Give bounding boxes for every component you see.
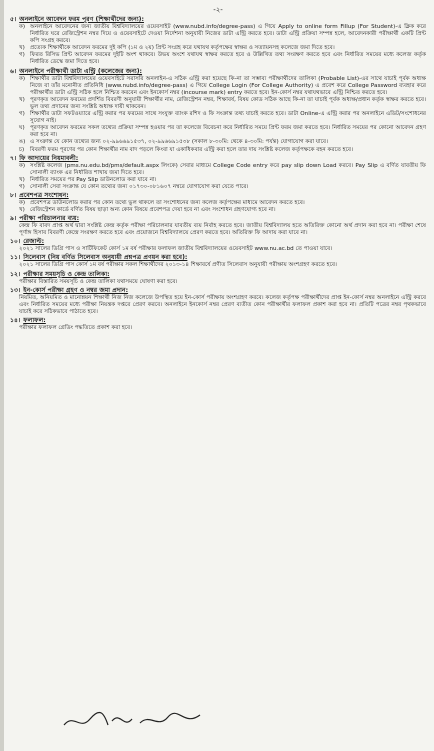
signature-mark <box>60 707 210 733</box>
item-marker: ক) <box>19 24 26 30</box>
notice-content <box>10 16 426 332</box>
section-heading <box>10 287 426 295</box>
item-marker: খ) <box>19 176 25 183</box>
section-item <box>10 97 426 111</box>
item-text: পূরণকৃত আবেদন ফরমের সকল তথ্যের প্রক্রিয়া সম্পন্ন হওয়ার পর তা কলেজে বিবেচনা করে নির্ধারিত সময়ে প্রিন্ট ফরম জমা করতে হবে। নির্ধারিত সময়ের পর কোনো আবেদন গ্রহণ করা হবে না। <box>30 125 426 139</box>
section-text: ২০২১ সালের ডিগ্রি পাস কোর্স ১ম বর্ষ পরীক্ষার সকল শিক্ষার্থীদের ২০১৩-১৪ শিক্ষাবর্ষে প্রণীত সিলেবাস অনুযায়ী পরীক্ষায় অংশগ্রহণ করতে হবে। <box>19 262 337 269</box>
section-title: ইন-কোর্স পরীক্ষা গ্রহণ ও নম্বর জমা প্রদান: <box>23 286 129 294</box>
item-text: প্রবেশপত্র ডাউনলোড করার পর কোন তথ্যে ভুল থাকলে তা সংশোধনের জন্য কলেজ কর্তৃপক্ষের মাধ্যমে আবেদন করতে হবে। <box>30 199 305 206</box>
item-text: শিক্ষার্থীর ডাটা বিশ্ববিদ্যালয়ের ওয়েবসাইটে সরাসরি অনলাইন-এ সঠিক এন্ট্রি করা হয়েছে কি-না তা সম্ভাব্য পরীক্ষার্থীদের তালিকা (Probable List)-এর সাথে যাচাই পূর্বক অধ্যক্ষ নিজে বা তাঁর মনোনীত প্রতিনিধি (www.nubd.info/degree-pass) এ গিয়ে College Login (For College Authority) এ প্রবেশ করে College Password ব্যবহার করে পরীক্ষার্থীর ডাটা এন্ট্রি সঠিক হলে নিশ্চিত করবেন এবং ইনকোর্স নম্বর (incourse mark) entry করতে হবে। ইন-কোর্স নম্বর যথাযথভাবে এন্ট্রি নিশ্চিত করতে হবে। <box>30 75 426 96</box>
section-title: অনলাইনে আবেদন ফরম পূরণ (শিক্ষার্থীদের জন্য): <box>19 16 144 23</box>
item-marker: ক) <box>19 162 26 169</box>
section-item <box>10 125 426 139</box>
notice-section <box>10 155 426 191</box>
item-text: নির্ধারিত সময়ের পর Pay Slip ডাউনলোড করা যাবে না। <box>30 176 157 183</box>
section-number: ১২। <box>10 270 21 278</box>
item-text: পূরণকৃত আবেদন ফরমের প্রদর্শিত বিবরণী অনুযায়ী শিক্ষার্থীর নাম, রেজিস্ট্রেশন নম্বর, শিক্ষাবর্ষ, বিষয় কোড সঠিক আছে কি-না তা যাচাই পূর্বক অধ্যক্ষ/প্রধান কর্তৃক স্বাক্ষর করতে হবে। ভুল তথ্য প্রদানের জন্য সংশ্লিষ্ট অধ্যক্ষ দায়ী থাকবেন। <box>30 96 426 110</box>
notice-section <box>10 215 426 237</box>
section-number: ১০। <box>10 238 21 246</box>
notice-section <box>10 271 426 286</box>
item-text: ফিরত রিসিভ প্রিন্ট আবেদন ফরমের দুইটি অংশ থাকবে। উভয় অংশে যথাযথ স্বাক্ষর করতে হবে ও উল্লিখিত তথ্য সংরক্ষণ করতে হবে এবং নির্ধারিত সময়ের মধ্যে কলেজ কর্তৃক নির্ধারিত ডেস্কে জমা দিতে হবে। <box>30 52 426 66</box>
item-text: বিবরণী ফরম পূরণের পর কোন শিক্ষার্থীর নাম বাদ পড়লে কিংবা যা একাধিকবার এন্ট্রি করা হলে তার দায় সংশ্লিষ্ট কলেজ কর্তৃপক্ষকে বহন করতে হবে। <box>30 146 353 153</box>
item-marker: ঙ) <box>19 139 26 146</box>
item-marker: খ) <box>19 96 25 103</box>
section-title: ফলাফল: <box>23 316 46 324</box>
section-number: ১৪। <box>10 316 21 324</box>
section-number: ৯। <box>10 215 17 223</box>
item-marker: গ) <box>19 52 25 59</box>
item-text: প্রত্যেক শিক্ষার্থীকে আবেদন ফরমের দুই কপি (১ম ও ২য়) প্রিন্ট সংগ্রহ করে যথাযথ কর্তৃপক্ষের স্বাক্ষর ও সত্যায়নসহ কলেজে জমা দিতে হবে। <box>30 45 335 52</box>
section-text: পরীক্ষার ফলাফল গ্রেডিং পদ্ধতিতে প্রকাশ করা হবে। <box>19 324 133 331</box>
notice-section <box>10 238 426 253</box>
notice-section <box>10 254 426 269</box>
item-text: এ সংক্রান্ত যে কোন তথ্যের জন্য ০২-৯৯৬৬৯১৫৩৭, ০২-৯৯৬৬৯১৫৩৮ (সকাল ৮-৩০মি: থেকে ৪-৩০মি: পর্যন্ত) যোগাযোগ করা যাবে। <box>30 139 329 146</box>
section-number: ১১। <box>10 254 21 262</box>
item-marker: চ) <box>19 146 25 153</box>
item-marker: গ) <box>19 111 25 118</box>
item-text: সোনালী সেবা সংক্রান্ত যে কোন তথ্যের জন্য ০১৭৩০-০৮১৬০৭ নম্বরে যোগাযোগ করা যেতে পারে। <box>30 183 249 190</box>
section-heading <box>10 68 426 76</box>
section-title: ফি আদায়ের নিয়মাবলী: <box>19 154 79 162</box>
section-text: কেন্দ্র ফি বাবদ প্রাপ্ত অর্থ দ্বারা সংশ্লিষ্ট কেন্দ্র কর্তৃক পরীক্ষা পরিচালনার যাবতীয় ব্যয় নির্বাহ করতে হবে। জাতীয় বিশ্ববিদ্যালয় হতে অতিরিক্ত কোনো অর্থ প্রদান করা হবে না। পরীক্ষা শেষে পূর্ণাঙ্গ হিসাব বিবরণী কেন্দ্রে সংরক্ষণ করতে হবে এবং প্রয়োজনে বিশ্ববিদ্যালয়ে প্রেরণ করতে হবে। অতিরিক্ত ফি আদায় করা যাবে না। <box>19 223 426 237</box>
notice-section <box>10 68 426 154</box>
section-item <box>10 76 426 97</box>
item-marker: ঘ) <box>19 125 25 132</box>
section-text: পরীক্ষার বিস্তারিত সময়সূচি ও কেন্দ্র তালিকা যথাসময়ে ঘোষণা করা হবে। <box>19 278 178 285</box>
section-title: অনলাইনে পরীক্ষার্থী ডাটা এন্ট্রি (কলেজের জন্য): <box>19 67 143 75</box>
notice-section <box>10 192 426 214</box>
item-marker: খ) <box>19 45 25 52</box>
section-number: ৬। <box>10 67 17 75</box>
section-item <box>10 52 426 66</box>
notice-section <box>10 317 426 332</box>
section-heading <box>10 317 426 325</box>
section-title: সিলেবাস (নিয় বর্ণিত সিলেবাস অনুযায়ী প্রশ্নপত্র প্রণয়ন করা হবে): <box>23 254 188 262</box>
item-marker: ক) <box>19 75 26 82</box>
section-item <box>10 200 426 207</box>
section-text: ২০২১ সালের ডিগ্রি পাস ও সার্টিফিকেট কোর্স ১ম বর্ষ পরীক্ষার ফলাফল জাতীয় বিশ্ববিদ্যালয়ের ওয়েবসাইট www.nu.ac.bd তে পাওয়া যাবে। <box>19 246 333 253</box>
notice-section <box>10 16 426 67</box>
item-marker: ক) <box>19 199 26 206</box>
section-number: ৫। <box>10 16 17 23</box>
section-item <box>10 147 426 154</box>
section-number: ৮। <box>10 191 17 199</box>
section-heading <box>10 215 426 223</box>
section-item <box>10 184 426 191</box>
section-number: ১৩। <box>10 286 21 294</box>
notice-section <box>10 287 426 316</box>
item-text: রেজিস্ট্রেশন কার্ডে বর্ণিত বিষয় ছাড়া অন্য কোন বিষয়ে প্রবেশপত্র দেয়া হবে না এবং সংশোধন গ্রহণযোগ্য হবে না। <box>30 207 276 214</box>
section-item <box>10 163 426 177</box>
item-text: অনলাইনে আবেদনের জন্য জাতীয় বিশ্ববিদ্যালয়ের ওয়েবসাইট (www.nubd.info/degree-pass) এ গিয়ে Apply to online form Fillup (For Student)-এ ক্লিক করে নির্ধারিত ঘরে রেজিস্ট্রেশন নম্বর দিয়ে ও ওয়েবসাইটে দেওয়া নির্দেশনা অনুযায়ী নিজের ডাটা এন্ট্রি করতে হবে। ডাটা এন্ট্রি প্রক্রিয়া সম্পন্ন হলে, আবেদনকারী পরীক্ষার্থী একটি প্রিন্ট কপি সংগ্রহ করবে। <box>30 24 426 45</box>
item-text: সংশ্লিষ্ট কলেজ (pms.nu.edu.bd/pms/default.aspx লিংকে) সেবার মাধ্যমে College Code entry করে pay slip down Load করবে। Pay Slip এ বর্ণিত যাবতীয় ফি সোনালী ব্যাংক এর নির্ধারিত শাখায় জমা দিতে হবে। <box>30 162 426 176</box>
section-heading <box>10 155 426 163</box>
item-marker: গ) <box>19 183 25 190</box>
section-heading <box>10 271 426 279</box>
section-item <box>10 111 426 125</box>
section-item <box>10 177 426 184</box>
section-item <box>10 207 426 214</box>
section-title: রেজাল্ট: <box>23 238 45 246</box>
scan-shadow-edge <box>0 0 4 751</box>
section-heading <box>10 192 426 200</box>
section-item <box>10 24 426 45</box>
section-text: নিয়মিত, অনিয়মিত ও মানোন্নয়ন শিক্ষার্থী নিজ নিজ কলেজে উপস্থিত হয়ে ইন-কোর্স পরীক্ষায় অংশগ্রহণ করবে। কলেজ কর্তৃপক্ষ পরীক্ষার্থীদের প্রাপ্ত ইন-কোর্স নম্বর অনলাইনে এন্ট্রি করবে এবং নির্ধারিত সময়ের মধ্যে পরীক্ষা নিয়ন্ত্রক দপ্তরে প্রেরণ করবে। অনলাইনে ইনকোর্স নম্বর প্রেরণ ব্যতীত কোন পরীক্ষার্থীর ফলাফল প্রকাশ করা হবে না। প্রতিটি পত্রের নম্বর পৃথকভাবে যাচাই করে সঠিকভাবে পাঠাতে হবে। <box>19 294 426 315</box>
section-title: পরীক্ষা পরিচালনার ব্যয়: <box>19 215 80 223</box>
section-item <box>10 139 426 146</box>
item-marker: খ) <box>19 207 25 214</box>
section-number: ৭। <box>10 154 17 162</box>
section-title: প্রবেশপত্র সংশোধন: <box>19 191 69 199</box>
section-heading <box>10 16 426 24</box>
section-title: পরীক্ষার সময়সূচি ও কেন্দ্র তালিকা: <box>23 270 110 278</box>
item-text: শিক্ষার্থীর ডাটা সফটওয়্যারে এন্ট্রি করার পর ফরমের সাথে সংযুক্ত ব্যাংক রশিদ ও ফি সংক্রান্ত তথ্য যাচাই করতে হবে। ডাটা Online-এ এন্ট্রি করার পর অনলাইনে এডিট/সংশোধনের সুযোগ নাই। <box>30 111 426 125</box>
page-number: -২- <box>213 6 223 14</box>
